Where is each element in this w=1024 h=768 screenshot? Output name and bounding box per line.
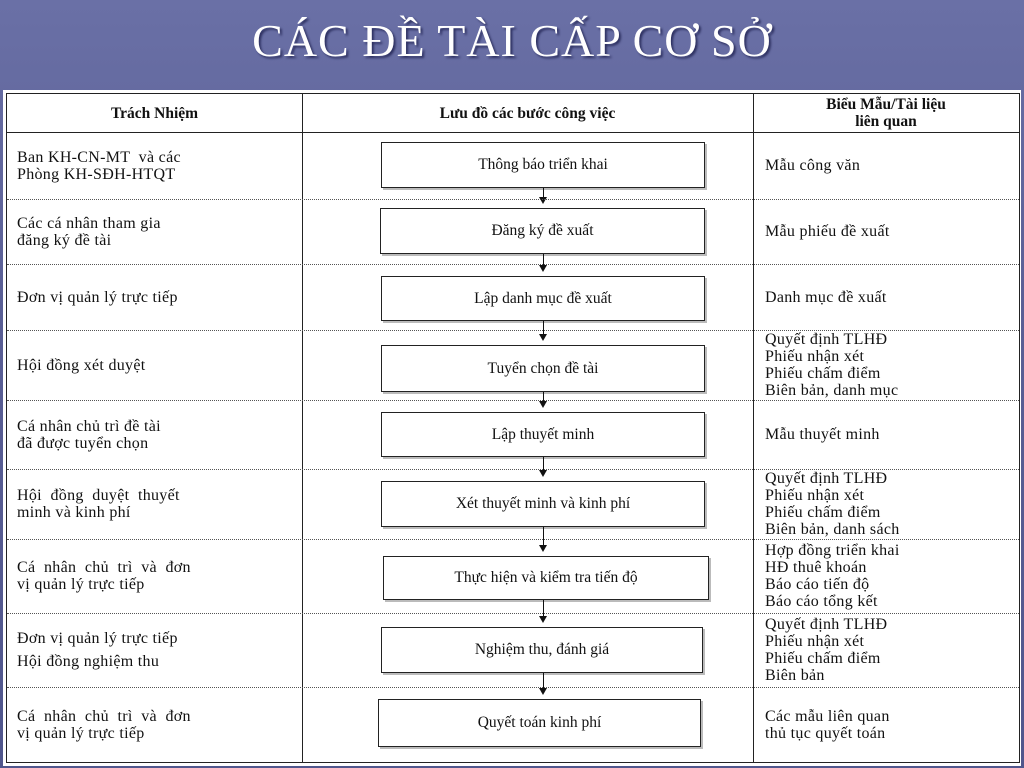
forms-cell (765, 469, 1015, 539)
responsibility-line: Hội đồng nghiệm thu (17, 653, 160, 670)
responsibility-line: Cá nhân chủ trì và đơn (17, 559, 191, 576)
form-item: Quyết định TLHĐ (765, 470, 888, 487)
flow-step-box: Tuyển chọn đề tài (381, 345, 705, 392)
header-flow: Lưu đồ các bước công việc (439, 104, 616, 122)
form-item: Phiếu nhận xét (765, 487, 865, 504)
flow-step-box: Lập thuyết minh (381, 412, 705, 457)
responsibility-line: Hội đồng duyệt thuyết (17, 487, 180, 504)
responsibility-cell (17, 199, 297, 264)
responsibility-line: Phòng KH-SĐH-HTQT (17, 165, 176, 183)
form-item: Mẫu công văn (765, 157, 861, 174)
forms-cell (765, 132, 1015, 199)
flow-step-box: Thực hiện và kiểm tra tiến độ (383, 556, 709, 600)
procedure-sheet (3, 90, 1021, 766)
responsibility-line: vị quản lý trực tiếp (17, 576, 145, 593)
header-responsibility: Trách Nhiệm (110, 104, 199, 122)
forms-cell (765, 400, 1015, 469)
form-item: HĐ thuê khoán (765, 559, 867, 576)
responsibility-line: đăng ký đề tài (17, 231, 112, 249)
responsibility-line: Đơn vị quản lý trực tiếp (17, 288, 178, 306)
responsibility-cell (17, 330, 297, 400)
responsibility-line: Cá nhân chủ trì và đơn (17, 707, 191, 725)
forms-cell (765, 613, 1015, 687)
form-item: Báo cáo tổng kết (765, 593, 878, 610)
form-item: Báo cáo tiến độ (765, 576, 870, 593)
responsibility-cell (17, 264, 297, 330)
responsibility-cell (17, 687, 297, 762)
flow-step-box: Quyết toán kinh phí (378, 699, 701, 747)
form-item: Các mẫu liên quan (765, 707, 890, 725)
responsibility-cell (17, 132, 297, 199)
responsibility-line: đã được tuyển chọn (17, 434, 149, 452)
responsibility-line: Ban KH-CN-MT và các (17, 148, 181, 166)
responsibility-cell (17, 613, 297, 687)
form-item: Quyết định TLHĐ (765, 616, 888, 633)
responsibility-cell (17, 400, 297, 469)
responsibility-line: minh và kinh phí (17, 504, 131, 521)
flow-arrow (543, 673, 544, 693)
flow-step-box: Nghiệm thu, đánh giá (381, 627, 703, 673)
flow-arrow (543, 600, 544, 621)
form-item: Hợp đồng triển khai (765, 542, 900, 559)
flow-step-box: Xét thuyết minh và kinh phí (381, 481, 705, 527)
form-item: Phiếu chấm điểm (765, 650, 881, 667)
slide-title: CÁC ĐỀ TÀI CẤP CƠ SỞ (252, 15, 772, 66)
forms-cell (765, 199, 1015, 264)
form-item: Biên bản (765, 667, 825, 684)
form-item: Biên bản, danh sách (765, 521, 900, 538)
header-forms (753, 94, 1019, 132)
form-item: Mẫu thuyết minh (765, 426, 880, 443)
flow-step-box: Đăng ký đề xuất (380, 208, 705, 254)
responsibility-cell (17, 469, 297, 539)
flow-step-box: Thông báo triển khai (381, 142, 705, 188)
responsibility-line: Hội đồng xét duyệt (17, 356, 146, 374)
forms-cell (765, 687, 1015, 762)
form-item: Biên bản, danh mục (765, 382, 899, 399)
form-item: thủ tục quyết toán (765, 724, 886, 742)
form-item: Phiếu chấm điểm (765, 504, 881, 521)
responsibility-line: vị quản lý trực tiếp (17, 724, 145, 742)
flow-step-box: Lập danh mục đề xuất (381, 276, 705, 321)
responsibility-line: Đơn vị quản lý trực tiếp (17, 630, 178, 647)
forms-cell (765, 539, 1015, 613)
form-item: Phiếu nhận xét (765, 633, 865, 650)
forms-cell (765, 264, 1015, 330)
responsibility-line: Cá nhân chủ trì đề tài (17, 417, 161, 435)
form-item: Mẫu phiếu đề xuất (765, 223, 890, 240)
responsibility-cell (17, 539, 297, 613)
form-item: Phiếu nhận xét (765, 348, 865, 365)
procedure-table (6, 93, 1020, 763)
form-item: Quyết định TLHĐ (765, 331, 888, 348)
forms-cell (765, 330, 1015, 400)
form-item: Danh mục đề xuất (765, 288, 887, 306)
flow-arrow (543, 457, 544, 475)
form-item: Phiếu chấm điểm (765, 365, 881, 382)
flow-arrow (543, 254, 544, 270)
flow-arrow (543, 392, 544, 406)
responsibility-line: Các cá nhân tham gia (17, 214, 161, 232)
column-divider (302, 94, 303, 762)
header-forms-line2: liên quan (855, 113, 917, 130)
column-divider (753, 94, 754, 762)
header-forms-line1: Biểu Mẫu/Tài liệu (826, 96, 946, 113)
